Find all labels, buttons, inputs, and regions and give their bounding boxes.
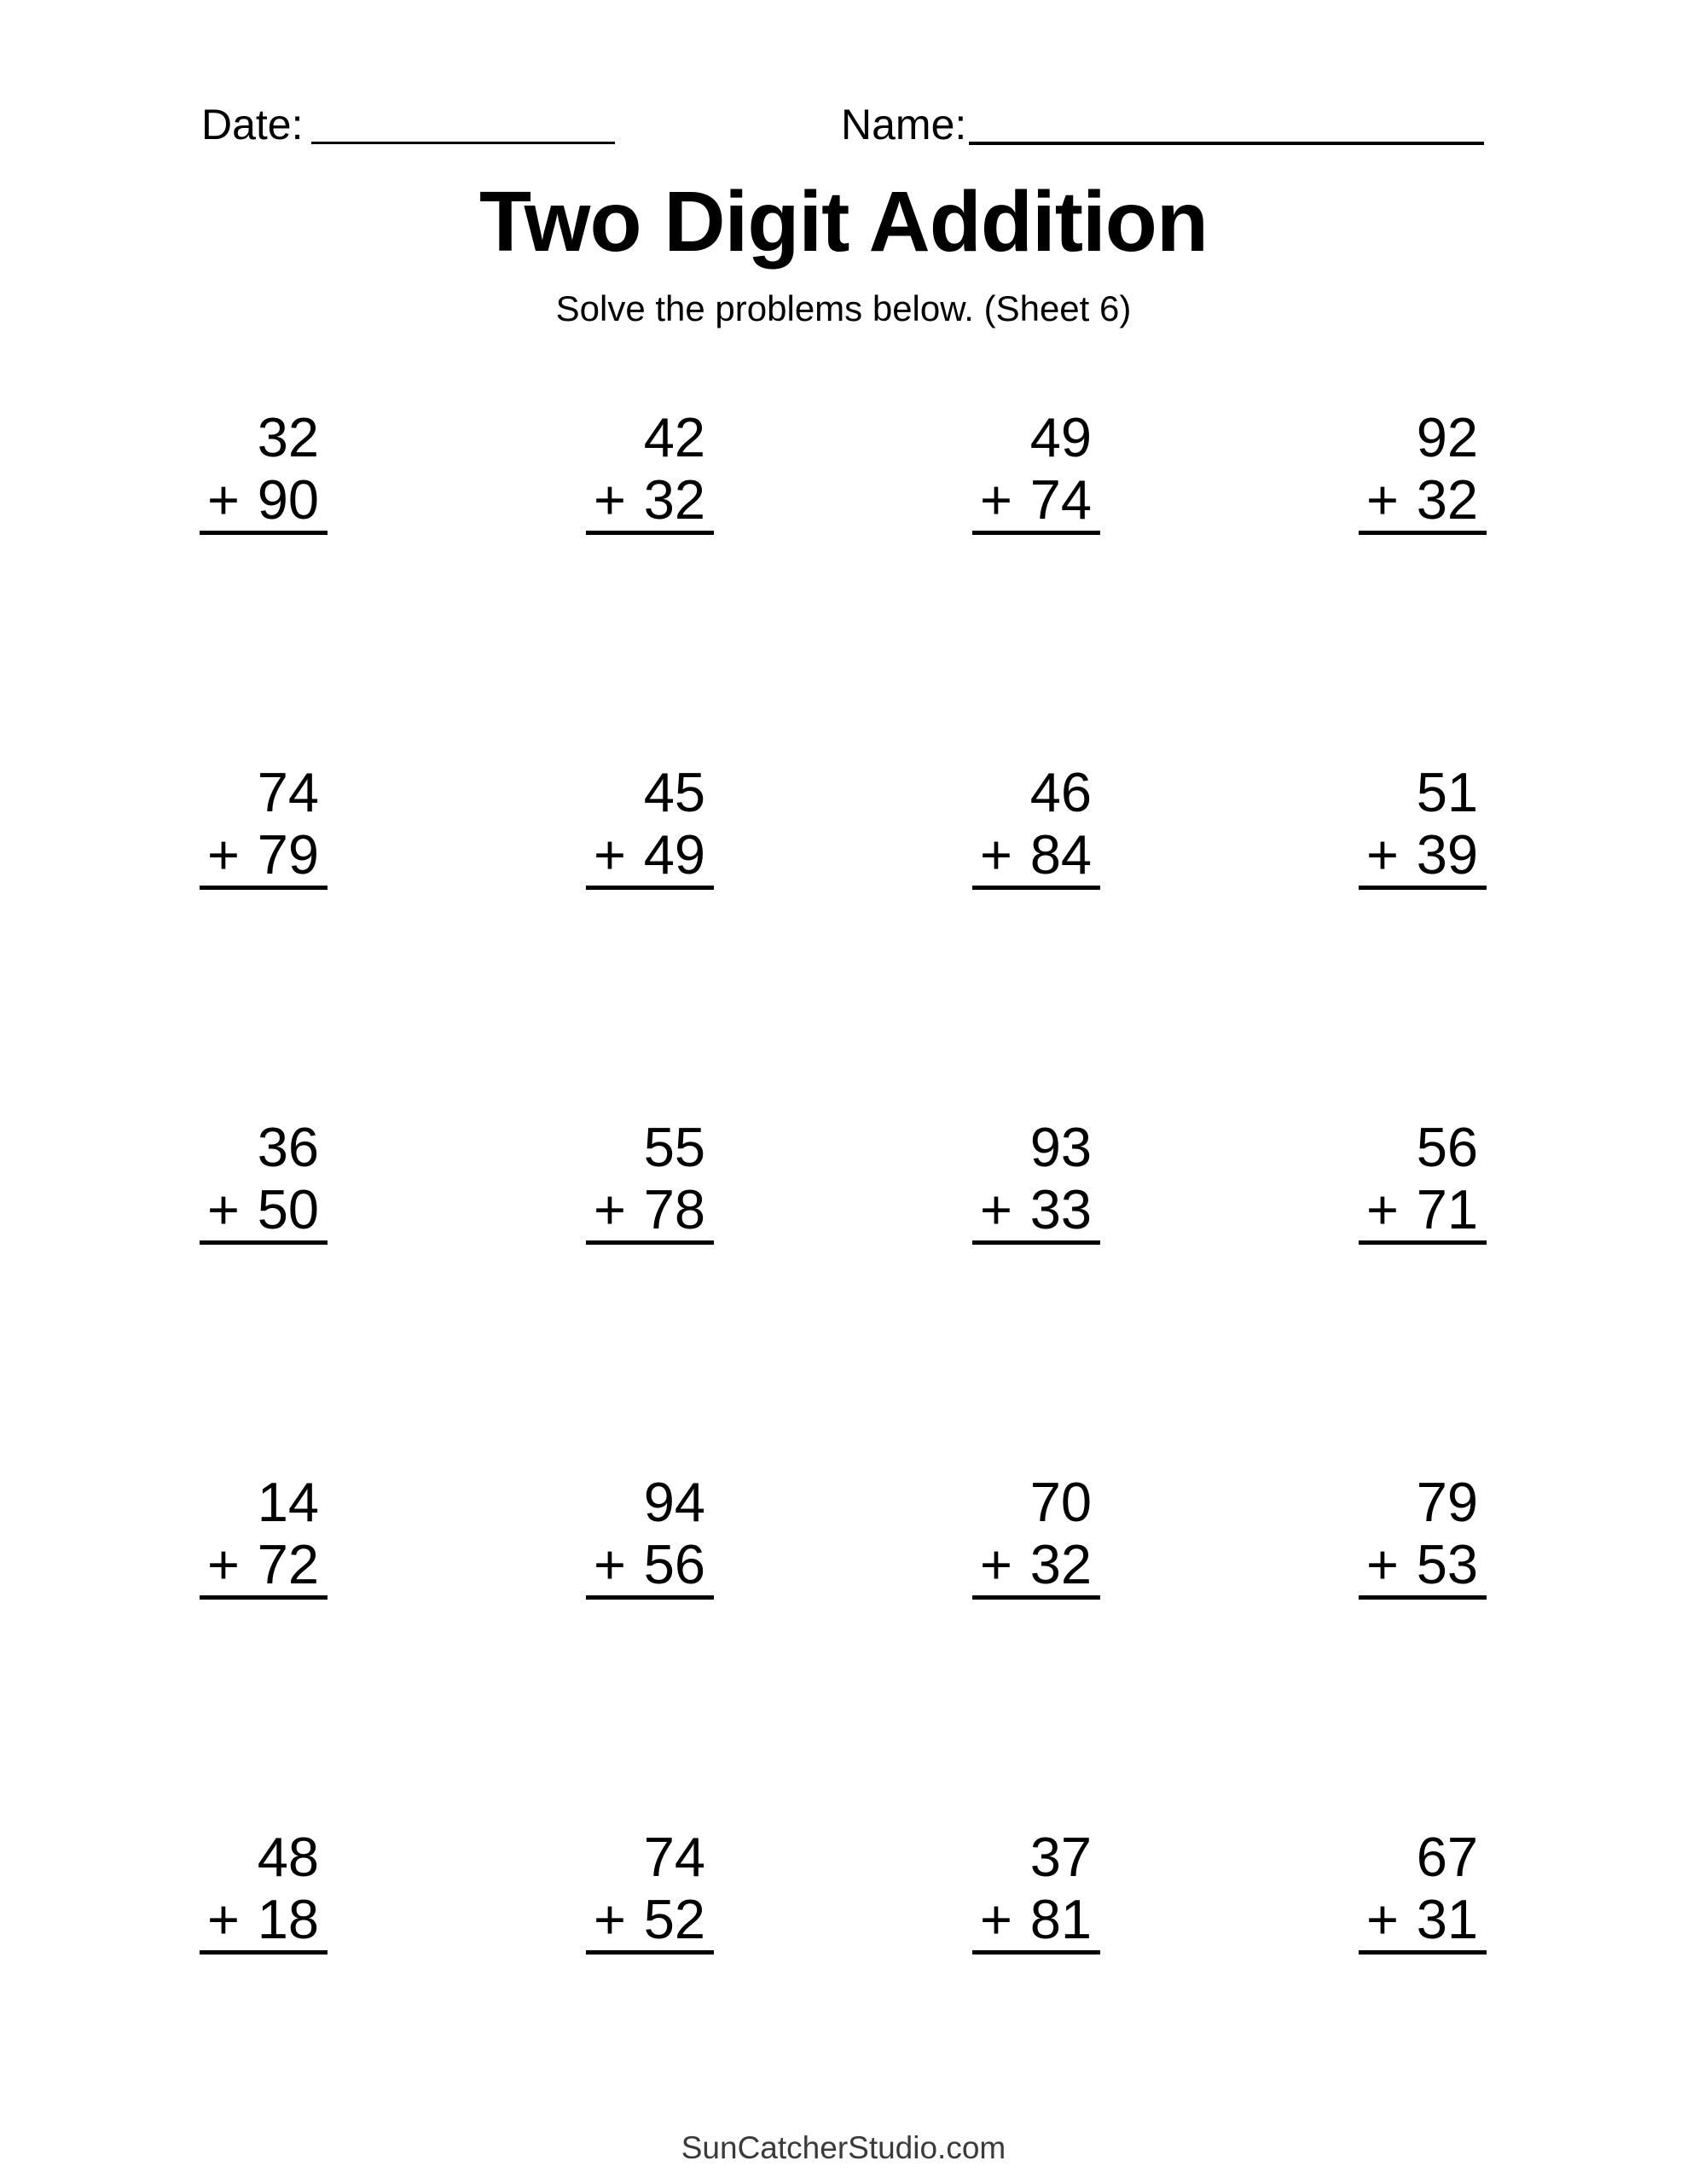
addition-problem <box>972 406 1100 535</box>
date-label: Date: <box>201 101 304 148</box>
addend-top: 42 <box>643 406 705 468</box>
addend-top: 56 <box>1416 1116 1478 1178</box>
addition-problem <box>1359 1471 1487 1600</box>
page-subtitle: Solve the problems below. (Sheet 6) <box>555 288 1132 328</box>
addition-problem <box>1359 1826 1487 1955</box>
addend-bottom: 71 <box>1416 1178 1478 1240</box>
addend-row <box>200 468 328 531</box>
addend-row <box>972 468 1100 531</box>
addend-bottom: 50 <box>257 1178 319 1240</box>
plus-sign: + <box>207 823 240 886</box>
plus-sign: + <box>594 1178 626 1240</box>
addend-bottom: 39 <box>1416 823 1478 886</box>
addition-problem <box>1359 761 1487 890</box>
addend-row <box>1359 823 1487 886</box>
addend-bottom: 72 <box>257 1533 319 1595</box>
plus-sign: + <box>207 1888 240 1950</box>
plus-sign: + <box>980 823 1012 886</box>
addend-row <box>586 1888 714 1950</box>
addend-row <box>1359 1533 1487 1595</box>
addend-bottom: 90 <box>257 468 319 531</box>
page-title: Two Digit Addition <box>479 174 1208 270</box>
addend-bottom: 74 <box>1029 468 1092 531</box>
addition-problem <box>1359 406 1487 535</box>
addend-top: 74 <box>257 761 319 823</box>
addend-row <box>200 1178 328 1240</box>
plus-sign: + <box>207 1533 240 1595</box>
addend-bottom: 32 <box>1029 1533 1092 1595</box>
plus-sign: + <box>1366 1178 1399 1240</box>
addend-top: 46 <box>1029 761 1092 823</box>
addend-bottom: 84 <box>1029 823 1092 886</box>
addend-bottom: 49 <box>643 823 705 886</box>
addition-problem <box>972 1116 1100 1245</box>
addend-row <box>200 1888 328 1950</box>
addend-row <box>586 1533 714 1595</box>
addend-top: 67 <box>1416 1826 1478 1888</box>
addend-bottom: 78 <box>643 1178 705 1240</box>
addend-bottom: 33 <box>1029 1178 1092 1240</box>
name-label: Name: <box>841 101 967 148</box>
addition-problem <box>586 1826 714 1955</box>
addition-problem <box>586 1116 714 1245</box>
addend-row <box>586 823 714 886</box>
addend-row <box>1359 1178 1487 1240</box>
addition-problem <box>200 1471 328 1600</box>
addend-row <box>972 1533 1100 1595</box>
addend-row <box>972 1888 1100 1950</box>
name-blank-line <box>969 142 1484 145</box>
plus-sign: + <box>594 1888 626 1950</box>
plus-sign: + <box>1366 1888 1399 1950</box>
addend-top: 79 <box>1416 1471 1478 1533</box>
addend-row <box>200 1533 328 1595</box>
addition-problem <box>972 1826 1100 1955</box>
addend-top: 45 <box>643 761 705 823</box>
addition-problem <box>586 406 714 535</box>
addend-top: 48 <box>257 1826 319 1888</box>
addend-bottom: 32 <box>1416 468 1478 531</box>
addend-top: 49 <box>1029 406 1092 468</box>
plus-sign: + <box>207 1178 240 1240</box>
addend-top: 32 <box>257 406 319 468</box>
plus-sign: + <box>980 1888 1012 1950</box>
addition-problem <box>972 761 1100 890</box>
addend-row <box>1359 1888 1487 1950</box>
plus-sign: + <box>980 468 1012 531</box>
plus-sign: + <box>980 1533 1012 1595</box>
addend-top: 94 <box>643 1471 705 1533</box>
addend-row <box>586 1178 714 1240</box>
addend-top: 51 <box>1416 761 1478 823</box>
addend-bottom: 79 <box>257 823 319 886</box>
addition-problem <box>200 761 328 890</box>
addend-bottom: 81 <box>1029 1888 1092 1950</box>
plus-sign: + <box>594 468 626 531</box>
footer-site-text: SunCatcherStudio.com <box>681 2130 1006 2165</box>
addend-bottom: 31 <box>1416 1888 1478 1950</box>
addend-bottom: 32 <box>643 468 705 531</box>
addition-problem <box>586 1471 714 1600</box>
plus-sign: + <box>207 468 240 531</box>
addend-bottom: 56 <box>643 1533 705 1595</box>
date-blank-line <box>311 142 615 144</box>
addition-problem <box>972 1471 1100 1600</box>
addition-problem <box>1359 1116 1487 1245</box>
plus-sign: + <box>980 1178 1012 1240</box>
addend-row <box>972 1178 1100 1240</box>
addend-row <box>586 468 714 531</box>
addend-top: 70 <box>1029 1471 1092 1533</box>
addend-bottom: 52 <box>643 1888 705 1950</box>
addend-top: 36 <box>257 1116 319 1178</box>
plus-sign: + <box>1366 468 1399 531</box>
addend-top: 92 <box>1416 406 1478 468</box>
plus-sign: + <box>1366 1533 1399 1595</box>
addend-row <box>972 823 1100 886</box>
addition-problem <box>200 1116 328 1245</box>
addition-problem <box>586 761 714 890</box>
plus-sign: + <box>594 1533 626 1595</box>
addition-problem <box>200 1826 328 1955</box>
addend-top: 55 <box>643 1116 705 1178</box>
addend-top: 14 <box>257 1471 319 1533</box>
problems-grid <box>200 406 1487 1955</box>
addend-top: 93 <box>1029 1116 1092 1178</box>
addend-top: 74 <box>643 1826 705 1888</box>
addend-row <box>200 823 328 886</box>
addend-bottom: 18 <box>257 1888 319 1950</box>
addend-top: 37 <box>1029 1826 1092 1888</box>
addend-row <box>1359 468 1487 531</box>
plus-sign: + <box>1366 823 1399 886</box>
addition-problem <box>200 406 328 535</box>
plus-sign: + <box>594 823 626 886</box>
addend-bottom: 53 <box>1416 1533 1478 1595</box>
